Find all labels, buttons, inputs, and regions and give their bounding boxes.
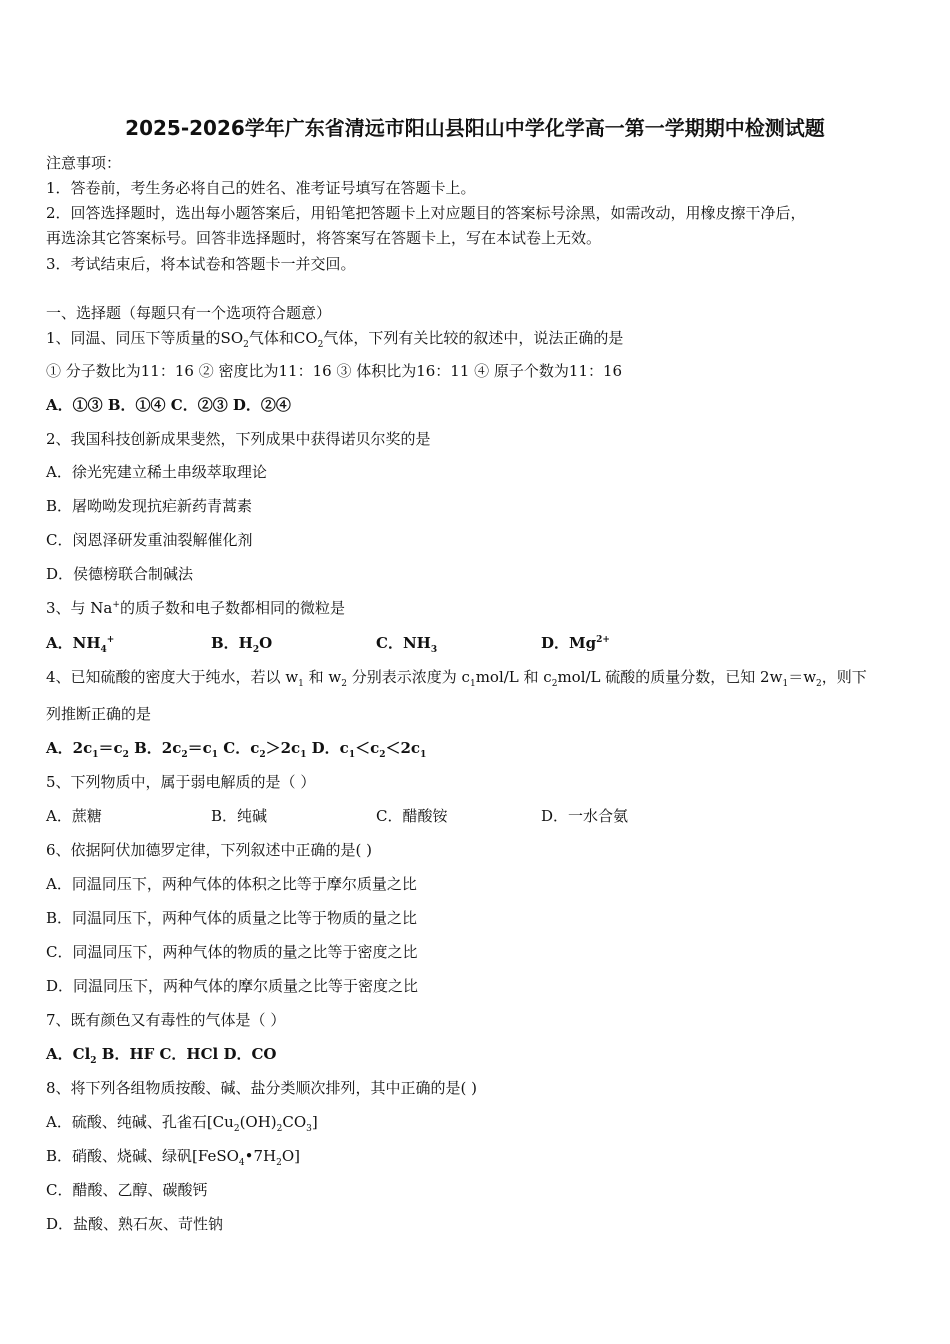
question-5-option-a: A．蔗糖 — [46, 807, 102, 825]
question-5-option-b: B．纯碱 — [211, 807, 268, 825]
question-4-options: A．$2c_1=c_2$ B．$2c_2=c_1$ C．$c_2>2c_1$ D．$c_1<c_2<2c_1$ — [46, 739, 427, 760]
question-6-option-a: A．同温同压下，两种气体的体积之比等于摩尔质量之比 — [46, 875, 417, 893]
question-2-option-d: D．侯德榜联合制碱法 — [46, 565, 194, 583]
question-3-option-b: B．$H_2O$ — [211, 634, 273, 655]
notice-heading: 注意事项： — [46, 154, 122, 172]
question-6-option-d: D．同温同压下，两种气体的摩尔质量之比等于密度之比 — [46, 977, 419, 995]
question-2-option-b: B．屠呦呦发现抗疟新药青蒿素 — [46, 497, 253, 515]
question-5-options — [46, 805, 628, 826]
question-8-option-b: B．硝酸、烧碱、绿矾$[FeSO_4•7H_2O]$ — [46, 1147, 301, 1168]
question-1-statements: ① 分子数比为11：16 ② 密度比为11：16 ③ 体积比为16：11 ④ 原子个数为11：16 — [46, 362, 623, 380]
question-8-option-c: C．醋酸、乙醇、碳酸钙 — [46, 1181, 208, 1199]
notice-item-3: 3．考试结束后，将本试卷和答题卡一并交回。 — [46, 255, 356, 273]
question-3-stem: 3、与 Na+的质子数和电子数都相同的微粒是 — [46, 599, 345, 617]
notice-item-2: 2．回答选择题时，选出每小题答案后，用铅笔把答题卡上对应题目的答案标号涂黑，如需改动，用橡皮擦干净后， — [46, 204, 806, 222]
question-5-option-c: C．醋酸铵 — [376, 807, 448, 825]
question-3-option-a: A．$NH_4^+$ — [46, 634, 115, 655]
question-8-option-a: A．硫酸、纯碱、孔雀石$[Cu_2(OH)_2CO_3]$ — [46, 1113, 318, 1134]
question-7-stem: 7、既有颜色又有毒性的气体是（ ） — [46, 1011, 286, 1029]
question-3-options — [46, 632, 610, 655]
question-2-option-a: A．徐光宪建立稀土串级萃取理论 — [46, 463, 267, 481]
question-1-options: A．①③ B．①④ C．②③ D．②④ — [46, 396, 291, 414]
question-5-option-d: D．一水合氨 — [541, 807, 629, 825]
question-5-stem: 5、下列物质中，属于弱电解质的是（ ） — [46, 773, 316, 791]
exam-title: 2025-2026学年广东省清远市阳山县阳山中学化学高一第一学期期中检测试题 — [125, 116, 825, 140]
question-2-option-c: C．闵恩泽研发重油裂解催化剂 — [46, 531, 253, 549]
question-6-option-c: C．同温同压下，两种气体的物质的量之比等于密度之比 — [46, 943, 418, 961]
question-6-option-b: B．同温同压下，两种气体的质量之比等于物质的量之比 — [46, 909, 418, 927]
section-heading: 一、选择题（每题只有一个选项符合题意） — [46, 304, 332, 322]
question-3-option-c: C．$NH_3$ — [376, 634, 438, 655]
question-3-option-d: D．$Mg^{2+}$ — [541, 634, 610, 652]
notice-item-2-cont: 再选涂其它答案标号。回答非选择题时，将答案写在答题卡上，写在本试卷上无效。 — [46, 229, 602, 247]
question-8-option-d: D．盐酸、熟石灰、苛性钠 — [46, 1215, 224, 1233]
question-4-stem: 4、已知硫酸的密度大于纯水，若以 $w_1$ 和 $w_2$ 分别表示浓度为 $c_1mol/L$ 和 $c_2mol/L$ 硫酸的质量分数，已知 $2w_1=w_2$，则下 — [46, 668, 867, 689]
question-7-options: A．$Cl_2$ B．HF C．HCl D．CO — [46, 1045, 277, 1066]
question-8-stem: 8、将下列各组物质按酸、碱、盐分类顺次排列，其中正确的是( ) — [46, 1079, 478, 1097]
notice-item-1: 1．答卷前，考生务必将自己的姓名、准考证号填写在答题卡上。 — [46, 179, 476, 197]
question-1-stem: 1、同温、同压下等质量的$SO_2$气体和$CO_2$气体，下列有关比较的叙述中，说法正确的是 — [46, 329, 624, 350]
question-2-stem: 2、我国科技创新成果斐然，下列成果中获得诺贝尔奖的是 — [46, 430, 431, 448]
question-6-stem: 6、依据阿伏加德罗定律，下列叙述中正确的是( ) — [46, 841, 373, 859]
question-4-stem-cont: 列推断正确的是 — [46, 705, 152, 723]
